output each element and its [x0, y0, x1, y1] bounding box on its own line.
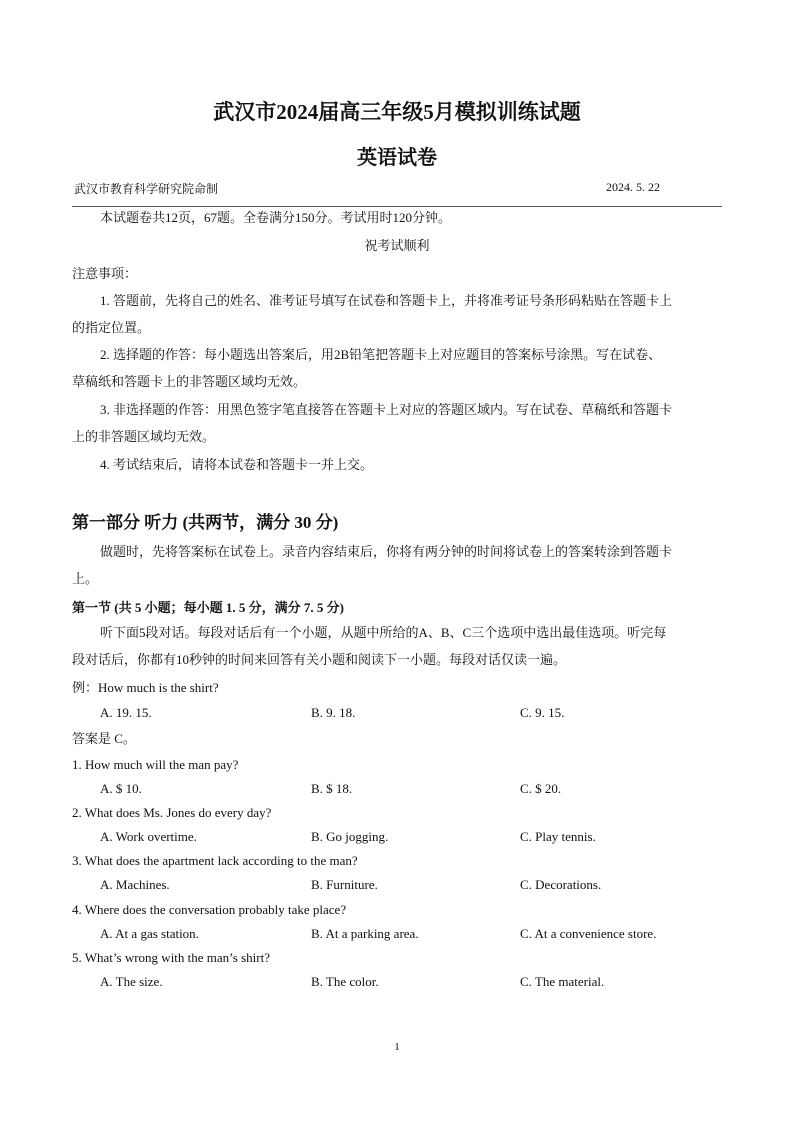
exam-title: 武汉市2024届高三年级5月模拟训练试题	[213, 100, 581, 124]
question-4-option-c: C. At a convenience store.	[520, 926, 657, 941]
question-3-option-c: C. Decorations.	[520, 877, 602, 892]
example-option-a: A. 19. 15.	[100, 705, 152, 720]
question-2: 2. What does Ms. Jones do every day?	[72, 805, 272, 820]
example-option-b: B. 9. 18.	[311, 705, 356, 720]
section1-heading: 第一节 (共 5 小题；每小题 1. 5 分，满分 7. 5 分)	[72, 600, 344, 615]
question-4-option-b: B. At a parking area.	[311, 926, 419, 941]
notice-4-line1: 4. 考试结束后，请将本试卷和答题卡一并上交。	[100, 457, 374, 472]
question-5-option-c: C. The material.	[520, 974, 605, 989]
section1-instruction-line2: 段对话后，你都有10秒钟的时间来回答有关小题和阅读下一小题。每段对话仅读一遍。	[72, 652, 567, 667]
exam-date: 2024. 5. 22	[606, 180, 660, 194]
exam-summary: 本试题卷共12页，67题。全卷满分150分。考试用时120分钟。	[100, 210, 452, 225]
question-4-option-a: A. At a gas station.	[100, 926, 199, 941]
part1-instruction-line1: 做题时，先将答案标在试卷上。录音内容结束后，你将有两分钟的时间将试卷上的答案转涂到答题卡	[100, 544, 673, 559]
exam-subtitle: 英语试卷	[357, 147, 437, 169]
question-1-option-b: B. $ 18.	[311, 781, 353, 796]
question-5-option-a: A. The size.	[100, 974, 163, 989]
question-5-option-b: B. The color.	[311, 974, 379, 989]
notice-1-line1: 1. 答题前，先将自己的姓名、准考证号填写在试卷和答题卡上，并将准考证号条形码粘贴在答题卡上	[100, 293, 673, 308]
question-4: 4. Where does the conversation probably take place?	[72, 902, 347, 917]
question-1: 1. How much will the man pay?	[72, 757, 239, 772]
question-3-option-b: B. Furniture.	[311, 877, 378, 892]
example-option-c: C. 9. 15.	[520, 705, 565, 720]
part1-instruction-line2: 上。	[72, 571, 99, 586]
good-luck-text: 祝考试顺利	[364, 238, 430, 253]
question-5: 5. What’s wrong with the man’s shirt?	[72, 950, 270, 965]
page-number: 1	[394, 1041, 400, 1053]
part1-heading: 第一部分 听力 (共两节，满分 30 分)	[72, 513, 339, 532]
example-question: 例：How much is the shirt?	[72, 680, 219, 695]
notice-title: 注意事项：	[72, 266, 138, 281]
question-2-option-a: A. Work overtime.	[100, 829, 197, 844]
notice-2-line1: 2. 选择题的作答：每小题选出答案后，用2B铅笔把答题卡上对应题目的答案标号涂黑。写在试卷、	[100, 347, 662, 362]
notice-1-line2: 的指定位置。	[72, 320, 151, 335]
issuer-label: 武汉市教育科学研究院命制	[74, 182, 219, 196]
question-2-option-b: B. Go jogging.	[311, 829, 389, 844]
section1-instruction-line1: 听下面5段对话。每段对话后有一个小题，从题中所给的A、B、C三个选项中选出最佳选项。听完每	[100, 625, 667, 640]
notice-3-line1: 3. 非选择题的作答：用黑色签字笔直接答在答题卡上对应的答题区域内。写在试卷、草稿纸和答题卡	[100, 402, 673, 417]
question-3-option-a: A. Machines.	[100, 877, 170, 892]
question-1-option-c: C. $ 20.	[520, 781, 562, 796]
question-1-option-a: A. $ 10.	[100, 781, 142, 796]
notice-2-line2: 草稿纸和答题卡上的非答题区域均无效。	[72, 374, 307, 389]
question-3: 3. What does the apartment lack according to the man?	[72, 853, 358, 868]
question-2-option-c: C. Play tennis.	[520, 829, 596, 844]
notice-3-line2: 上的非答题区域均无效。	[72, 429, 216, 444]
header-divider	[72, 206, 722, 207]
example-answer: 答案是 C。	[72, 731, 136, 746]
